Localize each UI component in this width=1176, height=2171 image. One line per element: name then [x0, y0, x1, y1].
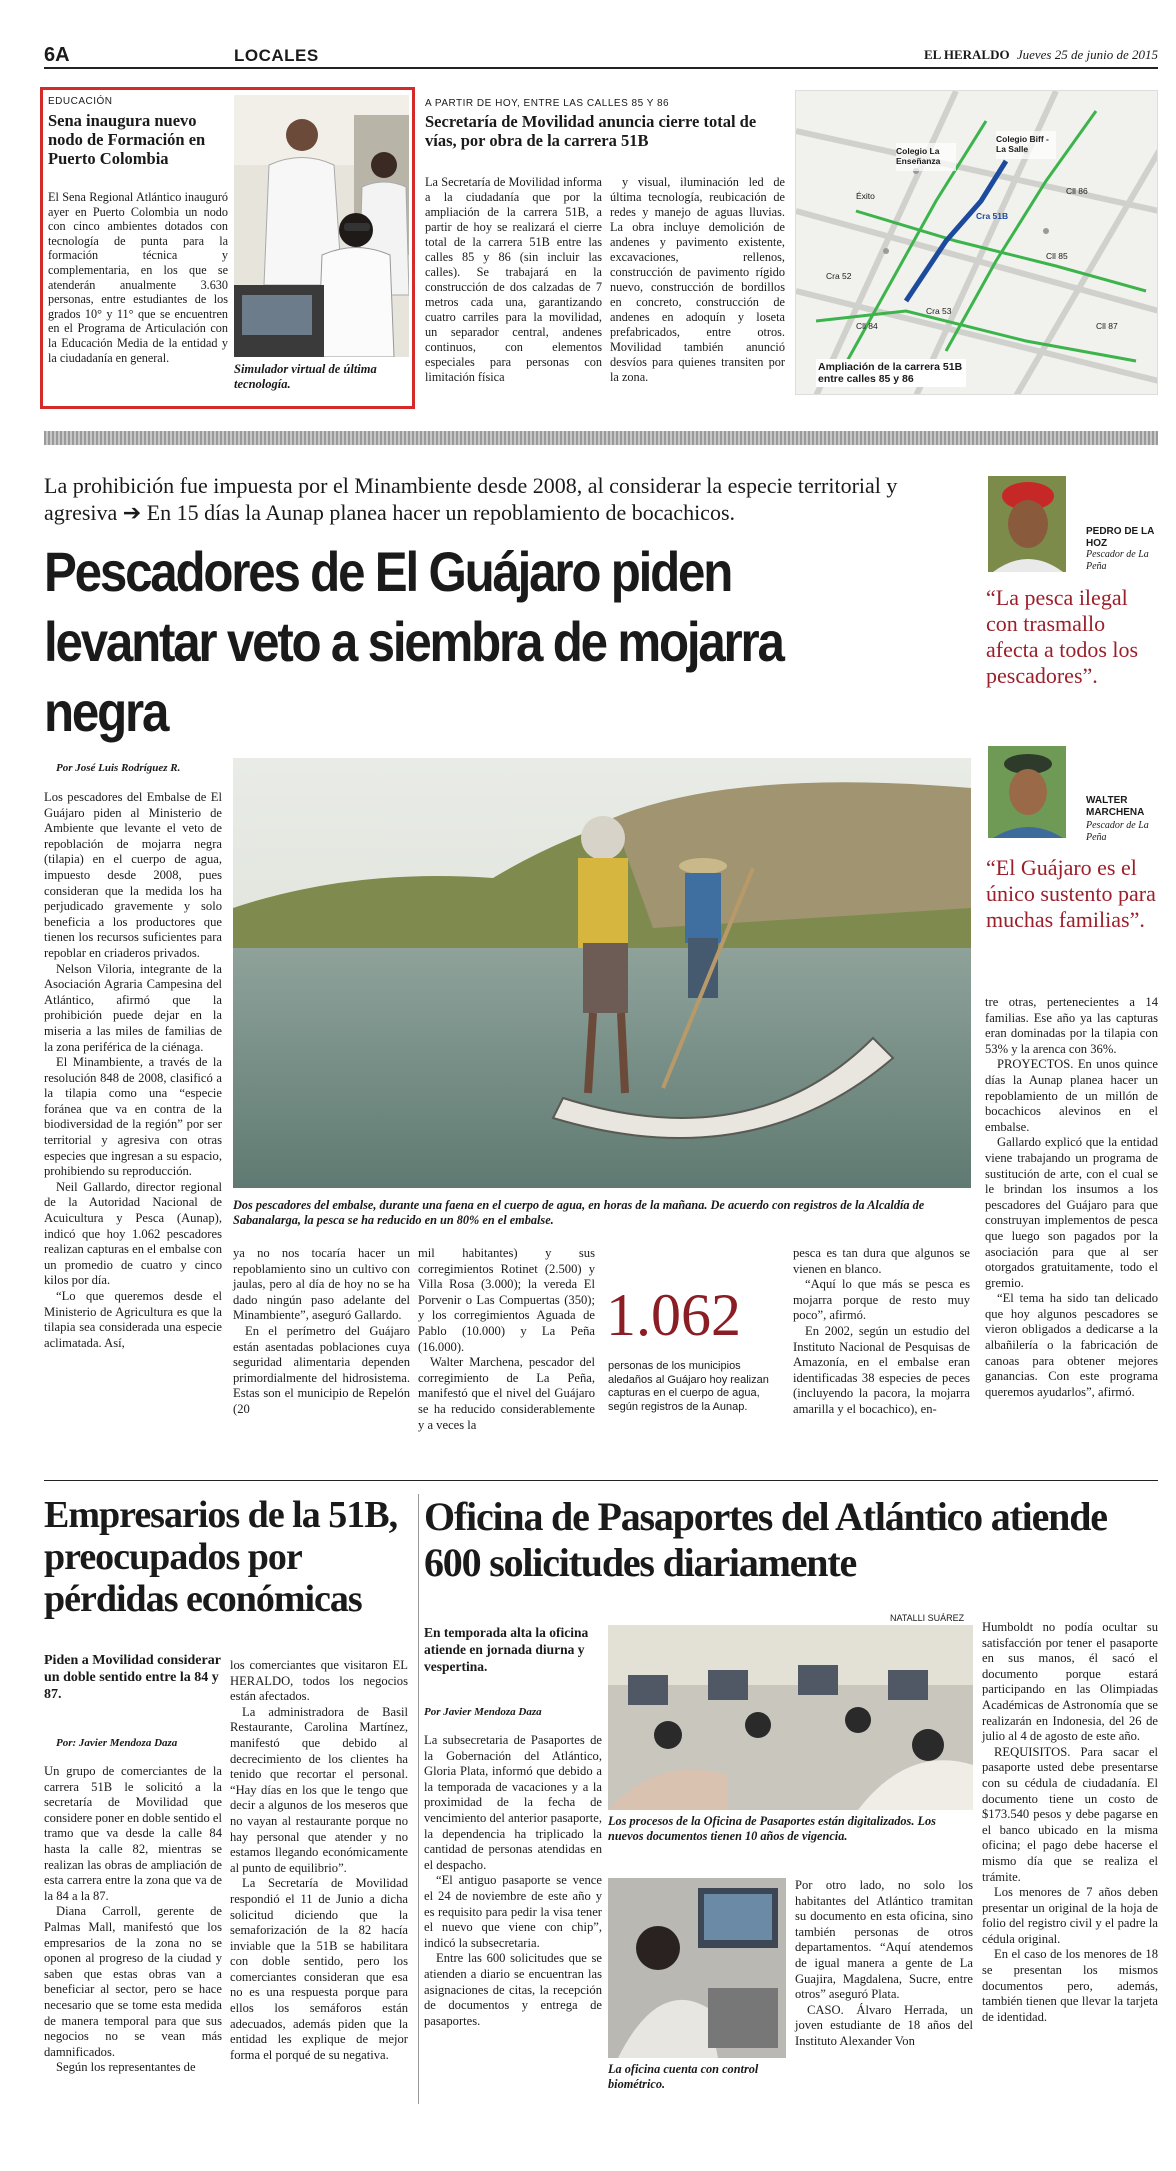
- pasaportes-byline: Por Javier Mendoza Daza: [424, 1706, 542, 1718]
- empresarios-col2: [230, 1658, 408, 2063]
- quote2-name: WALTER MARCHENA: [1086, 795, 1145, 818]
- pescadores-paragraph: “El tema ha sido tan delicado que hoy algunos pescadores se vieron obligados a dedicarse a la albañilería o la fabricación de canoas para obtener mejores ganancias. Con este programa queremos ayudarlos”, afirmó.: [985, 1291, 1158, 1399]
- quote1-portrait-illustration: [988, 476, 1066, 572]
- empresarios-subtitle: Piden a Movilidad considerar un doble sentido entre la 84 y 87.: [44, 1653, 221, 1702]
- quote1-name: PEDRO DE LA HOZ: [1086, 526, 1154, 549]
- paper-name: EL HERALDO: [923, 47, 1010, 62]
- empresarios-paragraph: La Secretaría de Movilidad respondió el 11 de Junio a dicha solicitud diciendo que la semaforización de la 82 hacía inviable que la 51B se habilitara con doble sentido, pero los comerciantes consideran que esa no es una respuesta porque para ellos los semáforos están adecuados, además piden que la entidad les explique de mejor forma el porqué de su negativa.: [230, 1876, 408, 2062]
- pasaportes-col1: [424, 1733, 602, 2029]
- section-divider: [44, 431, 1158, 445]
- empresarios-paragraph: La administradora de Basil Restaurante, Carolina Martínez, manifestó que debido al decrecimiento de los clientes ha tenido que recortar el personal. “Hay días en los que le tengo que decir a algunos de los meseros que no vayan al restaurante porque no hay personal que atender y no estamos llegando económicamente al punto de equilibrio”.: [230, 1704, 408, 1875]
- map-label: Cra 51B: [976, 211, 1009, 221]
- masthead: [924, 47, 1158, 63]
- pescadores-paragraph: Gallardo explicó que la entidad viene trabajando un programa de sustitución de arte, con el cual se le brindan los insumos a los pescadores del Guájaro para que construyan implementos de pesca que luego son pagados por la asociación para que al ser otorgados gratuitamente, todo el gremio.: [985, 1135, 1158, 1290]
- pasaportes-paragraph: “El antiguo pasaporte se vence el 24 de noviembre de este año y es requisito para pedir la visa tener el nuevo que viene con chip”, indicó la subsecretaria.: [424, 1873, 602, 1950]
- quote1-portrait: [988, 476, 1066, 572]
- quote1-text: “La pesca ilegal con trasmallo afecta a todos los pescadores”.: [986, 585, 1139, 688]
- pasaportes-col2: [795, 1878, 973, 2050]
- pescadores-col2: [233, 1246, 410, 1418]
- pasaportes-paragraph: Por otro lado, no solo los habitantes del Atlántico tramitan su documento en esta oficina, sino también personas de otros departamentos. “Aquí atendemos de igual manera a gente de La Guajira, Magdalena, Sucre, entre otros” aseguró Plata.: [795, 1878, 973, 2002]
- pescadores-paragraph: En 2002, según un estudio del Instituto Nacional de Pesquisas de Amazonía, en el embalse eran identificadas 38 especies de peces (incluyendo la pacora, la mojarra amarilla y el bocachico), en-: [793, 1323, 970, 1416]
- quote2-portrait-illustration: [988, 746, 1066, 838]
- map-label: Cra 53: [926, 306, 952, 316]
- pasaportes-paragraph: Humboldt no podía ocultar su satisfacción por tener el pasaporte en sus manos, él sacó el documento porque estará participando en las Olimpiadas Académicas de Astronomía que se realizarán en Indonesia, del 26 de julio al 4 de agosto de este año.: [982, 1620, 1158, 1744]
- movilidad-col1: La Secretaría de Movilidad informa a la ciudadanía que por la ampliación de la carrera 51B, a partir de hoy se realizará el cierre total de la carrera 51B entre las calles 85 y 86 (sin incluir las calles). Se trabajará en la construcción de dos calzadas de 7 metros cada una, garantizando cuatro carriles para la movilidad, un separador central, andenes continuos, con elementos especiales para personas con limitación física: [425, 175, 602, 384]
- issue-date: Jueves 25 de junio de 2015: [1016, 47, 1158, 62]
- sena-photo-illustration: [234, 95, 409, 357]
- empresarios-paragraph: Según los representantes de: [56, 2060, 196, 2075]
- pasaportes-paragraph: Entre las 600 solicitudes que se atienden a diario se encuentran las asignaciones de citas, la recepción de documentos y entrega de pasaportes.: [424, 1951, 602, 2028]
- map-illustration: [796, 91, 1158, 395]
- map-label: Colegio La Enseñanza: [896, 146, 941, 166]
- pescadores-paragraph: tre otras, pertenecientes a 14 familias. Ese año ya las capturas eran dominadas por la tilapia con 53% y la arenca con 36%.: [985, 995, 1158, 1056]
- pescadores-paragraph: mil habitantes) y sus corregimientos Rotinet (2.500) y Villa Rosa (3.000); la vereda El Porvenir o Las Compuertas (350); y los corregimientos Aguada de Pablo (10.000) y La Peña (16.000).: [418, 1246, 595, 1354]
- pescadores-title: Pescadores de El Guájaro piden levantar veto a siembra de mojarra negra: [44, 540, 783, 743]
- pasaportes-paragraph: La subsecretaria de Pasaportes de la Gobernación del Atlántico, Gloria Plata, informó que debido a la temporada de vacaciones y a la proximidad de la fecha de vencimiento del anterior pasaporte, la dependencia ha triplicado la cantidad de personas atendidas en el despacho.: [424, 1733, 602, 1872]
- sena-kicker: EDUCACIÓN: [48, 96, 113, 107]
- pescadores-photo-illustration: [233, 758, 971, 1188]
- map-label: Cll 86: [1066, 186, 1088, 196]
- column-divider: [418, 1494, 419, 2104]
- pescadores-paragraph: pesca es tan dura que algunos se vienen en blanco.: [793, 1246, 970, 1276]
- pescadores-paragraph: Neil Gallardo, director regional de la Autoridad Nacional de Acuicultura y Pesca (Aunap), indicó que hoy 1.062 pescadores realizan capturas en el embalse con un promedio de cuatro y cinco kilos por día.: [44, 1179, 222, 1288]
- map-caption: Ampliación de la carrera 51B entre calles 85 y 86: [816, 359, 966, 387]
- pescadores-photo: [233, 758, 971, 1188]
- pescadores-paragraph: El Minambiente, a través de la resolución 848 de 2008, clasificó a la tilapia como una “especie foránea que va en contra de la biodiversidad de la región” por ser territorial y agresiva con otras especies que ingresan a su espacio, prohibiendo su reproducción.: [44, 1055, 222, 1179]
- empresarios-col1: [44, 1764, 222, 2076]
- pescadores-col1: [44, 790, 222, 1351]
- movilidad-col2: y visual, iluminación led de última tecnología, reubicación de redes y manejo de aguas lluvias. La obra incluye demolición de andenes y pavimento existente, excavaciones, rellenos, construcción de pavimento rígido nuevo, construcción de bordillos en concreto, construcción de andenes en adoquín y loseta prefabricados, entre otros. Movilidad también anunció desvíos para quienes transiten por la zona.: [610, 175, 785, 384]
- pescadores-stat-text: personas de los municipios aledaños al Guájaro hoy realizan capturas en el cuerpo de agua, según registros de la Aunap.: [608, 1360, 769, 1413]
- lower-divider: [44, 1480, 1158, 1481]
- movilidad-map: [795, 90, 1158, 395]
- map-label: Cra 52: [826, 271, 852, 281]
- pescadores-paragraph: PROYECTOS. En unos quince días la Aunap planea hacer un repoblamiento de un millón de bocachicos alevinos en el embalse.: [985, 1057, 1158, 1134]
- pasaportes-paragraph: Los menores de 7 años deben presentar un original de la hoja de folio del registro civil y el padre la cédula original.: [982, 1885, 1158, 1946]
- pescadores-paragraph: ya no nos tocaría hacer un repoblamiento sino un cultivo con jaulas, pero al día de hoy no se ha dado ningún paso adelante del Minambiente”, aseguró Gallardo.: [233, 1246, 410, 1323]
- empresarios-paragraph: Un grupo de comerciantes de la carrera 51B le solicitó a la secretaría de Movilidad que considere poner en doble sentido el tramo que va desde la calle 84 hasta la calle 82, mientras se realizan las obras de ampliación de esta carrera entre la zona que va de la 84 a la 87.: [44, 1764, 223, 1903]
- movilidad-kicker: A PARTIR DE HOY, ENTRE LAS CALLES 85 Y 86: [425, 98, 670, 109]
- sena-photo: [234, 95, 409, 357]
- pasaportes-paragraph: CASO. Álvaro Herrada, un joven estudiante de 18 años del Instituto Alexander Von: [795, 2002, 973, 2048]
- quote2-text: “El Guájaro es el único sustento para muchas familias”.: [986, 855, 1156, 932]
- sena-caption: Simulador virtual de última tecnología.: [234, 362, 377, 391]
- map-label: Cll 84: [856, 321, 878, 331]
- sena-body: El Sena Regional Atlántico inauguró ayer en Puerto Colombia un nodo con cinco ambientes dotados con tecnología de punta para la formación técnica y complementaria, en los que se atenderán anualmente 3.630 personas, entre estudiantes de los grados 10° y 11° que se encuentren en el Programa de Articulación con la Educación Media de la entidad y la ciudadanía en general.: [48, 190, 228, 365]
- pasaportes-title: Oficina de Pasaportes del Atlántico atiende 600 solicitudes diariamente: [424, 1494, 1107, 1585]
- map-label: Cll 85: [1046, 251, 1068, 261]
- map-label: Cll 87: [1096, 321, 1118, 331]
- header-rule: [44, 67, 1158, 69]
- quote1-role: Pescador de La Peña: [1086, 549, 1149, 572]
- section-name: LOCALES: [234, 46, 319, 65]
- pescadores-paragraph: Walter Marchena, pescador del corregimiento de La Peña, manifestó que el nivel del Guájaro se ha reducido considerablemente y a veces la: [418, 1355, 595, 1432]
- pasaportes-subtitle: En temporada alta la oficina atiende en jornada diurna y vespertina.: [424, 1625, 589, 1674]
- sena-title: Sena inaugura nuevo nodo de Formación en Puerto Colombia: [48, 111, 206, 168]
- pasaportes-caption-2: La oficina cuenta con control biométrico.: [608, 2062, 759, 2091]
- pescadores-paragraph: En el perímetro del Guájaro están asentadas poblaciones cuya seguridad alimentaria dependen primordialmente del hidrosistema. Estas son el municipio de Repelón (20: [233, 1323, 410, 1416]
- quote2-role: Pescador de La Peña: [1086, 820, 1149, 843]
- pescadores-col5: [985, 995, 1158, 1400]
- empresarios-title: Empresarios de la 51B, preocupados por pérdidas económicas: [44, 1494, 398, 1620]
- empresarios-paragraph: los comerciantes que visitaron EL HERALDO, todos los negocios están afectados.: [230, 1658, 408, 1704]
- pescadores-paragraph: “Lo que queremos desde el Ministerio de Agricultura es que la tilapia sea considerada una especie aclimatada. Así,: [44, 1289, 222, 1350]
- pasaportes-photo-2-illustration: [608, 1878, 786, 2058]
- pasaportes-col3: [982, 1620, 1158, 2025]
- quote2-portrait: [988, 746, 1066, 838]
- map-label: Éxito: [856, 191, 875, 201]
- empresarios-paragraph: Diana Carroll, gerente de Palmas Mall, manifestó que los empresarios de la zona no se oponen al progreso de la ciudad y saben que estas obras van a beneficiar al sector, pero se hace necesario que se tome esta medida de manera temporal para que sus negocios no se vean más damnificados.: [44, 1904, 222, 2059]
- pasaportes-caption-1: Los procesos de la Oficina de Pasaportes están digitalizados. Los nuevos documentos tienen 10 años de vigencia.: [608, 1814, 936, 1843]
- pescadores-col4: [793, 1246, 970, 1418]
- page-number: 6A: [44, 44, 70, 66]
- pescadores-stat-number: 1.062: [606, 1282, 741, 1348]
- pasaportes-paragraph: En el caso de los menores de 18 se presentan los mismos documentos pero, además, también tienen que llevar la tarjeta de identidad.: [982, 1947, 1158, 2024]
- pescadores-photo-caption: Dos pescadores del embalse, durante una faena en el cuerpo de agua, en horas de la mañana. De acuerdo con registros de la Alcaldía de Sabanalarga, la pesca se ha reducido en un 80% en el embalse.: [233, 1198, 925, 1227]
- empresarios-byline: Por: Javier Mendoza Daza: [56, 1737, 178, 1749]
- pescadores-paragraph: Nelson Viloria, integrante de la Asociación Agraria Campesina del Atlántico, afirmó que la prohibición puede dejar en la miseria a las miles de familias de la zona periférica de la ciénaga.: [44, 961, 222, 1054]
- movilidad-title: Secretaría de Movilidad anuncia cierre total de vías, por obra de la carrera 51B: [425, 112, 757, 150]
- pescadores-paragraph: Los pescadores del Embalse de El Guájaro piden al Ministerio de Ambiente que levante el veto de repoblación de mojarra negra (tilapia) en el cuerpo de agua, impuesto desde 2008, pues consideran que la medida los ha perjudicado gravemente y solo beneficia a los productores que tienen los recursos suficientes para repoblar en criaderos privados.: [44, 790, 222, 960]
- map-label: Colegio Biff - La Salle: [996, 134, 1049, 154]
- photo-credit: NATALLI SUÁREZ: [890, 1613, 965, 1623]
- pescadores-summary: La prohibición fue impuesta por el Minambiente desde 2008, al considerar la especie territorial y agresiva ➔ En 15 días la Aunap planea hacer un repoblamiento de bocachicos.: [44, 473, 898, 525]
- pescadores-paragraph: “Aquí lo que más se pesca es mojarra porque de resto muy poco”, afirmó.: [793, 1277, 970, 1323]
- pasaportes-paragraph: REQUISITOS. Para sacar el pasaporte usted debe presentarse con su cédula de ciudadanía. El documento tiene un costo de $173.540 pesos y debe pagarse en el banco ubicado en la misma oficina; el pago debe hacerse el mismo día que se realiza el trámite.: [982, 1744, 1158, 1884]
- pasaportes-photo-2: [608, 1878, 786, 2058]
- pasaportes-photo-1: [608, 1625, 973, 1810]
- pescadores-col3: [418, 1246, 595, 1433]
- pasaportes-photo-1-illustration: [608, 1625, 973, 1810]
- pescadores-byline: Por José Luis Rodríguez R.: [56, 762, 181, 774]
